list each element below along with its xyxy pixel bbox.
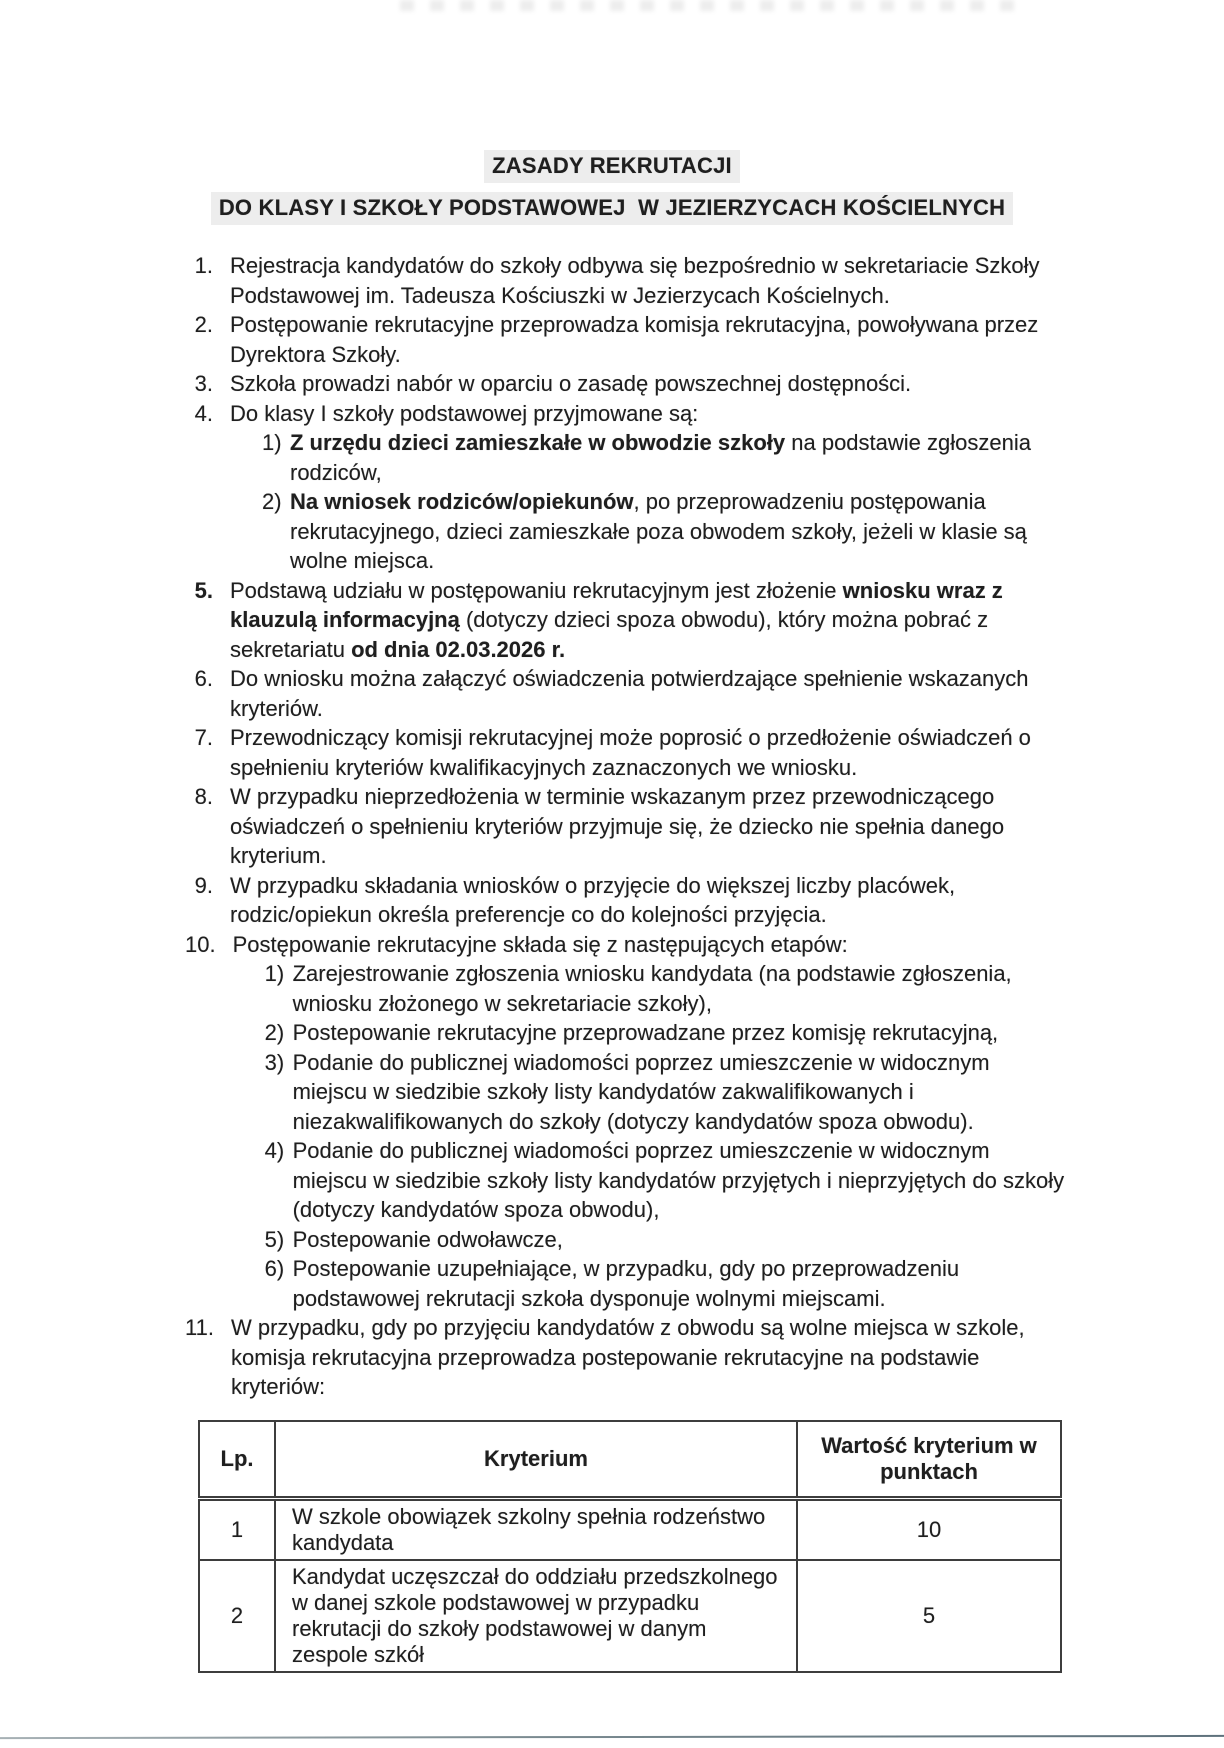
list-item-number: 2. [194, 312, 213, 337]
bold-text-run: Na wniosek rodziców/opiekunów [290, 489, 634, 514]
table-header-cell: Wartość kryterium w punktach [797, 1421, 1061, 1499]
criteria-table-body [199, 1498, 1061, 1672]
sub-list-item [265, 1018, 1065, 1048]
list-item [185, 930, 1065, 1314]
text-run: Zarejestrowanie zgłoszenia wniosku kandydata (na podstawie zgłoszenia, wniosku złożonego w sekretariacie szkoły), [292, 961, 1012, 1016]
list-item [185, 1313, 1065, 1402]
sub-list-item [265, 1048, 1065, 1137]
bold-text-run: od dnia 02.03.2026 r. [351, 636, 566, 662]
text-run: Postępowanie rekrutacyjne składa się z następujących etapów: [232, 931, 848, 957]
list-item-number: 9. [194, 872, 213, 898]
list-item [185, 782, 1065, 871]
sub-list-item [262, 428, 1065, 487]
text-run: na podstawie zgłoszenia rodziców, [290, 430, 1031, 485]
text-run: Do wniosku można załączyć oświadczenia potwierdzające spełnienie wskazanych kryteriów. [230, 666, 1029, 721]
list-item-text [230, 369, 1065, 399]
sub-item-number: 1) [262, 430, 282, 455]
title-row [0, 150, 1224, 183]
text-run: Do klasy I szkoły podstawowej przyjmowane są: [230, 400, 699, 426]
table-row [199, 1560, 1061, 1672]
sub-item-text [293, 1254, 1065, 1313]
numbered-list [185, 251, 1065, 1402]
list-item [185, 251, 1065, 310]
text-run: Podanie do publicznej wiadomości poprzez umieszczenie w widocznym miejscu w siedzibie szkoły listy kandydatów przyjętych i nieprzyjętych do szkoły (dotyczy kandydatów spoza obwodu), [292, 1138, 1065, 1222]
text-run: Podanie do publicznej wiadomości poprzez umieszczenie w widocznym miejscu w siedzibie szkoły listy kandydatów zakwalifikowanych i niezakwalifikowanych do szkoły (dotyczy kandydatów spoza obwodu). [292, 1049, 990, 1134]
scan-bottom-line-artifact [0, 1735, 1224, 1739]
table-header-cell: Kryterium [275, 1421, 797, 1499]
sub-item-number: 3) [264, 1049, 285, 1075]
document-body [185, 251, 1065, 1673]
list-item-number: 4. [194, 400, 213, 426]
list-item-number: 8. [194, 784, 213, 809]
sub-item-number: 2) [264, 1020, 285, 1045]
sub-item-number: 5) [264, 1226, 285, 1252]
sub-list [265, 959, 1065, 1313]
list-item-number: 3. [194, 371, 213, 396]
list-item-number: 7. [194, 725, 213, 750]
list-item [185, 369, 1065, 399]
list-item [185, 310, 1065, 369]
criteria-table [198, 1420, 1062, 1673]
table-cell-wartosc: 10 [797, 1498, 1061, 1560]
subtitle-row [0, 192, 1224, 225]
list-item-text [230, 664, 1065, 723]
list-item [185, 664, 1065, 723]
text-run: Postepowanie odwoławcze, [292, 1226, 563, 1252]
sub-list-item [265, 1225, 1065, 1255]
list-item-text [230, 723, 1065, 782]
table-cell-lp: 2 [199, 1560, 275, 1672]
page-title: ZASADY REKRUTACJI [484, 150, 740, 183]
list-item-text [230, 399, 1065, 576]
list-item-text [231, 1313, 1065, 1402]
list-item-text [230, 251, 1065, 310]
table-cell-kryterium: W szkole obowiązek szkolny spełnia rodzeństwo kandydata [275, 1498, 797, 1560]
list-item-number: 1. [194, 253, 213, 278]
document-header [0, 150, 1224, 225]
list-item-text [230, 782, 1065, 871]
list-item-number: 10. [185, 931, 216, 957]
text-run: Postepowanie uzupełniające, w przypadku, gdy po przeprowadzeniu podstawowej rekrutacji szkoła dysponuje wolnymi miejscami. [292, 1256, 960, 1311]
sub-list-item [262, 487, 1065, 576]
text-run: Szkoła prowadzi nabór w oparciu o zasadę powszechnej dostępności. [230, 371, 912, 396]
sub-item-number: 2) [262, 489, 282, 514]
page-subtitle: DO KLASY I SZKOŁY PODSTAWOWEJ W JEZIERZYCACH KOŚCIELNYCH [211, 192, 1013, 225]
criteria-table-head [199, 1421, 1061, 1499]
table-cell-kryterium: Kandydat uczęszczał do oddziału przedszkolnego w danej szkole podstawowej w przypadku rekrutacji do szkoły podstawowej w danym zespole szkół [275, 1560, 797, 1672]
list-item-text [230, 310, 1065, 369]
sub-item-text [293, 1225, 1065, 1255]
scan-noise-artifact [400, 0, 1020, 11]
table-cell-lp: 1 [199, 1498, 275, 1560]
table-cell-wartosc: 5 [797, 1560, 1061, 1672]
list-item [185, 871, 1065, 930]
list-item [185, 399, 1065, 576]
text-run: W przypadku składania wniosków o przyjęcie do większej liczby placówek, rodzic/opiekun określa preferencje co do kolejności przyjęcia. [230, 872, 956, 927]
text-run: Postepowanie rekrutacyjne przeprowadzane przez komisję rekrutacyjną, [292, 1020, 999, 1045]
sub-item-text [290, 487, 1065, 576]
text-run: W przypadku nieprzedłożenia w terminie wskazanym przez przewodniczącego oświadczeń o spełnieniu kryteriów przyjmuje się, że dziecko nie spełnia danego kryterium. [230, 784, 1005, 868]
bold-text-run: Z urzędu dzieci zamieszkałe w obwodzie szkoły [290, 430, 786, 455]
list-item [185, 576, 1065, 665]
list-item-text [233, 930, 1065, 1314]
text-run: Postępowanie rekrutacyjne przeprowadza komisja rekrutacyjna, powoływana przez Dyrektora Szkoły. [230, 312, 1039, 367]
text-run: Przewodniczący komisji rekrutacyjnej może poprosić o przedłożenie oświadczeń o spełnieniu kryteriów kwalifikacyjnych zaznaczonych we wniosku. [230, 725, 1031, 780]
sub-item-number: 4) [264, 1138, 285, 1163]
list-item [185, 723, 1065, 782]
text-run: Podstawą udziału w postępowaniu rekrutacyjnym jest złożenie [230, 577, 843, 603]
table-header-cell: Lp. [199, 1421, 275, 1499]
list-item-number: 11. [185, 1315, 214, 1340]
sub-list-item [265, 1136, 1065, 1225]
sub-item-text [293, 1136, 1065, 1225]
table-header-row [199, 1421, 1061, 1499]
list-item-number: 6. [194, 666, 213, 691]
table-row [199, 1498, 1061, 1560]
sub-list-item [265, 1254, 1065, 1313]
sub-list [262, 428, 1065, 576]
list-item-text [230, 871, 1065, 930]
sub-item-text [290, 428, 1065, 487]
sub-list-item [265, 959, 1065, 1018]
text-run: , po przeprowadzeniu postępowania rekrutacyjnego, dzieci zamieszkałe poza obwodem szkoły, jeżeli w klasie są wolne miejsca. [290, 489, 1027, 573]
list-item-number: 5. [194, 577, 213, 603]
sub-item-number: 1) [264, 961, 285, 986]
sub-item-number: 6) [264, 1256, 285, 1281]
bold-text-run: wniosku wraz z klauzulą informacyjną [230, 577, 1003, 632]
text-run: (dotyczy dzieci spoza obwodu), który można pobrać z sekretariatu [230, 607, 989, 662]
sub-item-text [293, 1048, 1065, 1137]
list-item-text [230, 576, 1065, 665]
text-run: Rejestracja kandydatów do szkoły odbywa się bezpośrednio w sekretariacie Szkoły Podstawowej im. Tadeusza Kościuszki w Jezierzycach Kościelnych. [230, 253, 1040, 308]
sub-item-text [293, 1018, 1065, 1048]
sub-item-text [293, 959, 1065, 1018]
text-run: W przypadku, gdy po przyjęciu kandydatów z obwodu są wolne miejsca w szkole, komisja rekrutacyjna przeprowadza postepowanie rekrutacyjne na podstawie kryteriów: [230, 1315, 1025, 1399]
